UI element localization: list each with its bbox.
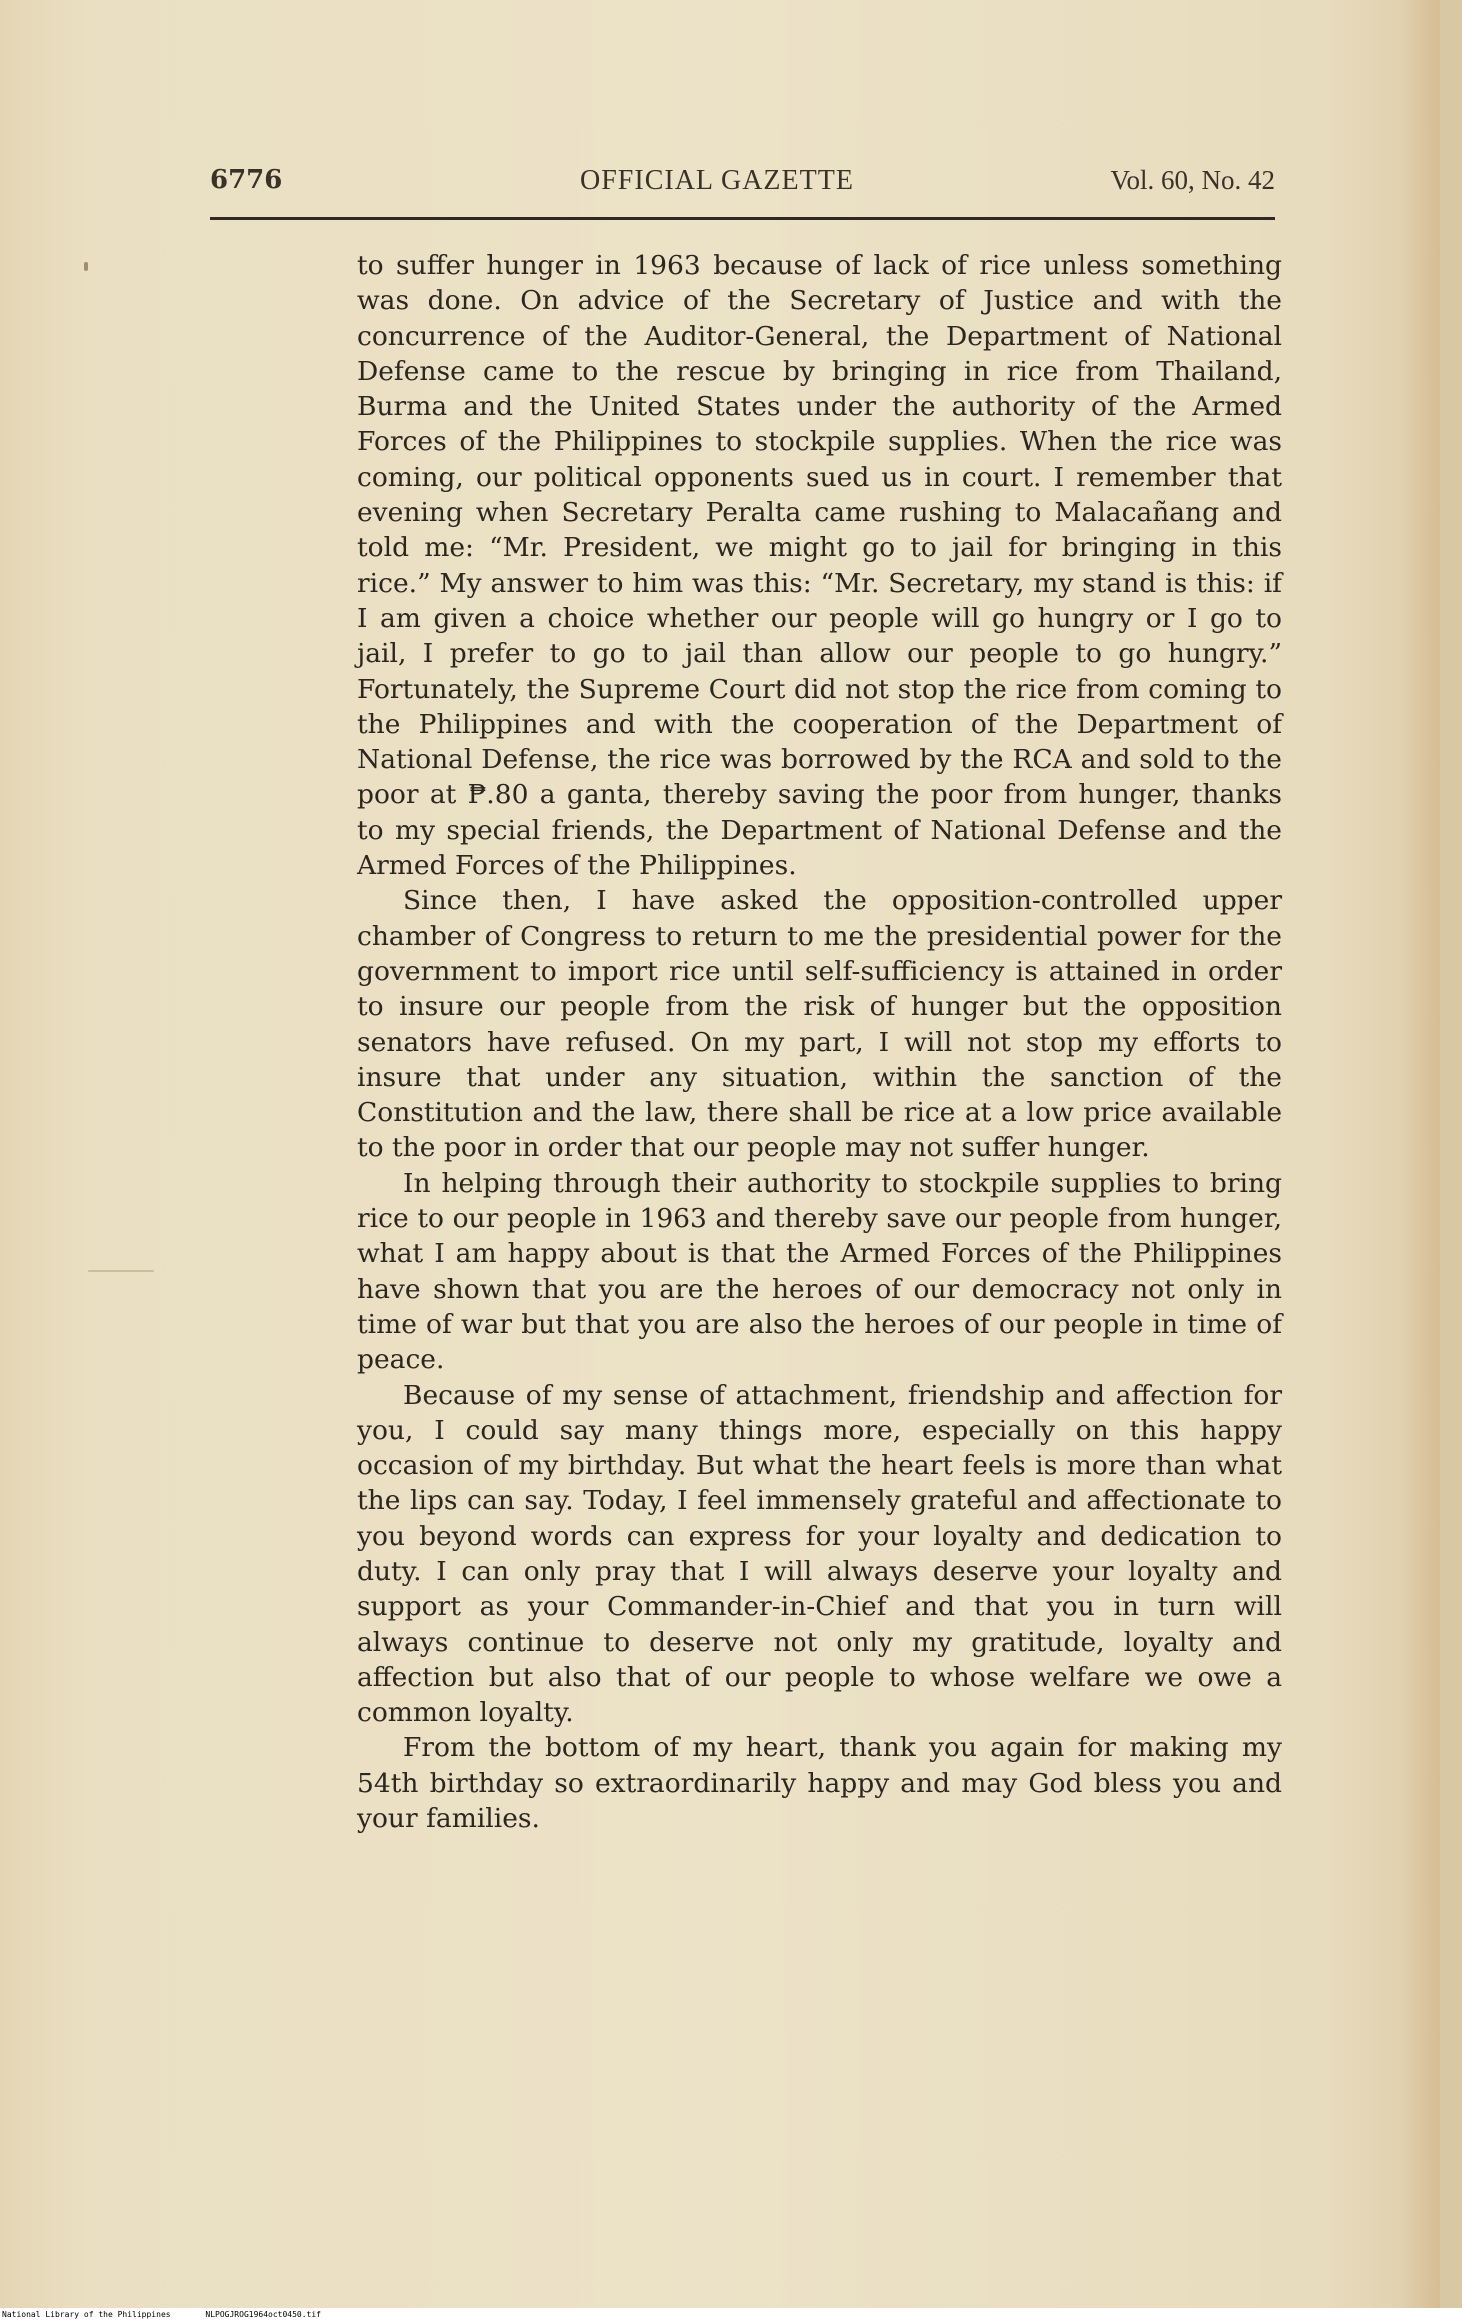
volume-number: Vol. 60, No. 42 — [1110, 165, 1275, 195]
scan-footer — [0, 2308, 1462, 2321]
article-body — [357, 248, 1282, 1836]
paragraph: In helping through their authority to stockpile supplies to bring rice to our people in 1963 and thereby save our people from hunger, what I am happy about is that the Armed Forces of the Philippines have shown that you are the heroes of our democracy not only in time of war but that you are also the heroes of our people in time of peace. — [357, 1167, 1282, 1376]
page-header — [210, 165, 1275, 205]
footer-filename: NLPOGJROG1964oct0450.tif — [205, 2310, 321, 2319]
paper-speck — [88, 1270, 154, 1272]
paragraph: Since then, I have asked the opposition-controlled upper chamber of Congress to return to me the presidential power for the government to import rice until self-sufficiency is attained in order to insure our people from the risk of hunger but the opposition senators have refused. On my part, I will not stop my efforts to insure that under any situation, within the sanction of the Constitution and the law, there shall be rice at a low price available to the poor in order that our people may not suffer hunger. — [357, 885, 1282, 1164]
page-number: 6776 — [210, 165, 283, 195]
paragraph: to suffer hunger in 1963 because of lack of rice unless something was done. On advice of the Secretary of Justice and with the concurrence of the Auditor-General, the Department of National Defense came to the rescue by bringing in rice from Thailand, Burma and the United States under the authority of the Armed Forces of the Philippines to stockpile supplies. When the rice was coming, our political opponents sued us in court. I remember that evening when Secretary Peralta came rushing to Malacañang and told me: “Mr. President, we might go to jail for bringing in this rice.” My answer to him was this: “Mr. Secretary, my stand is this: if I am given a choice whether our people will go hungry or I go to jail, I prefer to go to jail than allow our people to go hungry.” Fortunately, the Supreme Court did not stop the rice from coming to the Philippines and with the cooperation of the Department of National Defense, the rice was borrowed by the RCA and sold to the poor at ₱.80 a ganta, thereby saving the poor from hunger, thanks to my special friends, the Department of National Defense and the Armed Forces of the Philippines. — [357, 250, 1282, 882]
running-title: OFFICIAL GAZETTE — [580, 165, 854, 196]
paper-speck — [84, 262, 88, 271]
footer-source: National Library of the Philippines — [2, 2310, 171, 2319]
header-rule — [210, 217, 1275, 220]
paragraph: Because of my sense of attachment, friendship and affection for you, I could say many things more, especially on this happy occasion of my birthday. But what the heart feels is more than what the lips can say. Today, I feel immensely grateful and affectionate to you beyond words can express for your loyalty and dedication to duty. I can only pray that I will always deserve your loyalty and support as your Commander-in-Chief and that you in turn will always continue to deserve not only my gratitude, loyalty and affection but also that of our people to whose welfare we owe a common loyalty. — [357, 1379, 1282, 1729]
paragraph: From the bottom of my heart, thank you again for making my 54th birthday so extraordinarily happy and may God bless you and your families. — [357, 1732, 1282, 1835]
